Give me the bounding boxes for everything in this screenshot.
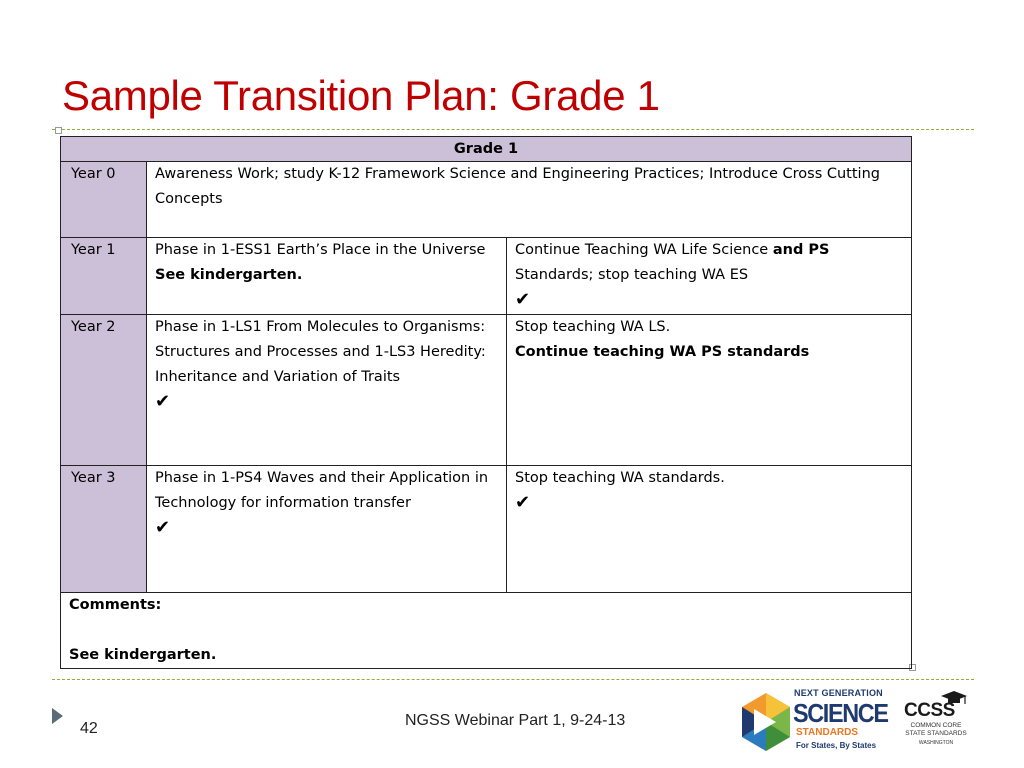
comments-label: Comments: — [69, 597, 162, 613]
stop-text: Stop teaching WA LS. — [515, 319, 671, 335]
checkmark-icon: ✔ — [155, 391, 171, 412]
year-1-continue — [507, 238, 912, 315]
comments-text: See kindergarten. — [69, 647, 217, 663]
footer-text: NGSS Webinar Part 1, 9-24-13 — [405, 712, 626, 729]
year-1-phase-in — [147, 238, 507, 315]
ccss-sub-text: COMMON CORE STATE STANDARDS — [905, 722, 967, 737]
checkmark-icon: ✔ — [515, 492, 531, 513]
table-header-grade: Grade 1 — [61, 137, 912, 162]
transition-plan-table — [60, 136, 912, 669]
transition-plan-table-container — [60, 136, 911, 666]
bullet-arrow-icon — [52, 708, 63, 724]
continue-bold-text: Continue teaching WA PS standards — [515, 344, 810, 360]
ccss-logo — [900, 690, 972, 750]
year-3-stop — [507, 466, 912, 593]
phase-in-note: See kindergarten. — [155, 267, 303, 283]
bottom-divider — [52, 679, 974, 680]
checkmark-icon: ✔ — [155, 517, 171, 538]
phase-in-text: Phase in 1-ESS1 Earth’s Place in the Universe — [155, 242, 486, 258]
ngss-emblem-icon — [740, 691, 792, 757]
year-label: Year 0 — [61, 162, 147, 238]
year-label: Year 3 — [61, 466, 147, 593]
ccss-main-text: CCSS — [904, 700, 955, 721]
ngss-logo — [740, 688, 890, 758]
top-divider — [52, 129, 974, 130]
table-row-year-0 — [61, 162, 912, 238]
table-row-year-3 — [61, 466, 912, 593]
continue-text-2: Standards; stop teaching WA ES — [515, 267, 749, 283]
year-0-plan: Awareness Work; study K-12 Framework Science and Engineering Practices; Introduce Cross Cutting Concepts — [147, 162, 912, 238]
year-2-phase-in — [147, 315, 507, 466]
continue-text: Continue Teaching WA Life Science — [515, 242, 769, 258]
resize-handle-top-left — [55, 127, 62, 134]
ccss-washington-text: WASHINGTON — [918, 740, 954, 746]
table-row-year-2 — [61, 315, 912, 466]
ngss-tagline: For States, By States — [796, 741, 877, 750]
year-label: Year 1 — [61, 238, 147, 315]
continue-bold-text: and PS — [772, 242, 830, 258]
table-row-comments — [61, 593, 912, 669]
year-3-phase-in — [147, 466, 507, 593]
stop-text: Stop teaching WA standards. — [515, 470, 725, 486]
phase-in-text: Phase in 1-LS1 From Molecules to Organisms: Structures and Processes and 1-LS3 Heredity: Inheritance and Variation of Traits — [155, 319, 486, 385]
ngss-sub-text: STANDARDS — [796, 727, 859, 738]
table-row-year-1 — [61, 238, 912, 315]
phase-in-text: Phase in 1-PS4 Waves and their Application in Technology for information transfer — [155, 470, 489, 511]
slide-title: Sample Transition Plan: Grade 1 — [62, 72, 660, 119]
checkmark-icon: ✔ — [515, 289, 531, 310]
ngss-top-text: NEXT GENERATION — [794, 688, 883, 698]
comments-cell — [61, 593, 912, 669]
ngss-main-text: SCIENCE — [793, 698, 888, 728]
year-label: Year 2 — [61, 315, 147, 466]
page-number: 42 — [80, 720, 98, 737]
year-2-continue — [507, 315, 912, 466]
